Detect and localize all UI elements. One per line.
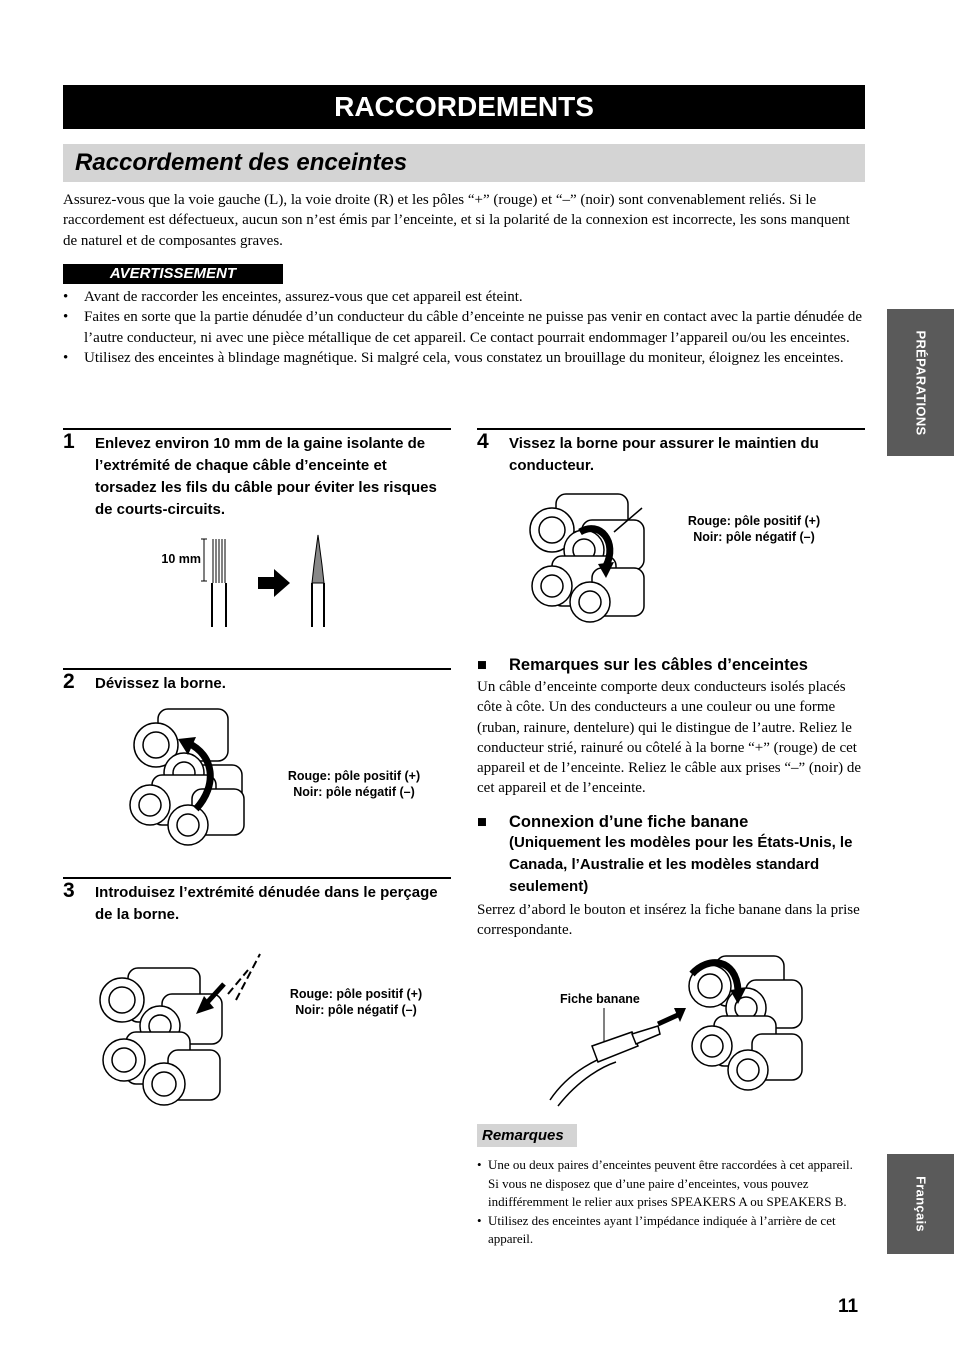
- cables-heading: Remarques sur les câbles d’enceintes: [509, 656, 808, 674]
- terminal-unscrew-figure: [128, 705, 258, 845]
- terminal-insert-figure: [100, 950, 270, 1110]
- side-tab-label: PRÉPARATIONS: [913, 330, 928, 435]
- step-text: Enlevez environ 10 mm de la gaine isolante de l’extrémité de chaque câble d’enceinte et torsadez les fils du câble pour éviter les risques de courts-circuits.: [95, 435, 437, 518]
- list-item: • Avant de raccorder les enceintes, assurez-vous que cet appareil est éteint.: [63, 287, 865, 307]
- banana-plug-label: Fiche banane: [560, 992, 640, 1006]
- list-item: • Faites en sorte que la partie dénudée d’un conducteur du câble d’enceinte ne puisse pas venir en contact avec la partie dénudée de l’autre conducteur, ni avec une pièce métallique de cet appareil. Ce contact pourrait endommager l’appareil ou/ou les enceintes.: [63, 307, 865, 348]
- warning-list: [63, 287, 865, 368]
- warning-label: AVERTISSEMENT: [63, 264, 283, 284]
- list-item: • Une ou deux paires d’enceintes peuvent être raccordées à cet appareil. Si vous ne disposez que d’une paire d’enceintes, vous pouvez indifféremment le relier aux prises SPEAKERS A ou SPEAKERS B.: [477, 1156, 865, 1212]
- divider: [477, 428, 865, 430]
- polarity-caption: [676, 513, 832, 545]
- cable-strip-figure: [200, 535, 340, 630]
- page-title: RACCORDEMENTS: [63, 85, 865, 129]
- caption-line: Noir: pôle négatif (–): [295, 1003, 417, 1017]
- caption-line: Rouge: pôle positif (+): [287, 769, 421, 783]
- length-label: 10 mm: [161, 552, 201, 566]
- intro-paragraph: Assurez-vous que la voie gauche (L), la voie droite (R) et les pôles “+” (rouge) et “–” (noir) sont convenablement reliés. Si le raccordement est défectueux, aucun son n’est émis par l’enceinte, et si la polarité de la connexion est incorrecte, les sons manquent de naturel et de composantes graves.: [63, 192, 850, 249]
- banana-paragraph: Serrez d’abord le bouton et insérez la fiche banane dans la prise correspondante.: [477, 902, 860, 939]
- caption-line: Noir: pôle négatif (–): [293, 785, 415, 799]
- divider: [63, 428, 451, 430]
- section-title: Raccordement des enceintes: [63, 144, 865, 182]
- caption-line: Noir: pôle négatif (–): [693, 530, 815, 544]
- caption-line: Rouge: pôle positif (+): [289, 987, 423, 1001]
- cables-paragraph: Un câble d’enceinte comporte deux conducteurs isolés placés côte à côte. Un des conducteurs a une couleur ou une forme (ruban, rainure, dentelure) qui le distingue de l’autre. Reliez le conducteur strié, rainuré ou côtelé à la borne “+” (rouge) de cet appareil et de l’enceinte. Reliez le câble aux prises “–” (noir) de cet appareil et de l’enceinte.: [477, 679, 861, 797]
- notes-list: [477, 1156, 865, 1249]
- polarity-caption: [280, 986, 432, 1018]
- step-number: 4: [477, 430, 489, 453]
- step-text: Vissez la borne pour assurer le maintien du conducteur.: [509, 435, 819, 474]
- list-item: • Utilisez des enceintes à blindage magnétique. Si malgré cela, vous constatez un brouillage du moniteur, éloignez les enceintes.: [63, 348, 865, 368]
- side-tab-language: [887, 1154, 954, 1254]
- banana-bullet: ■: [477, 813, 487, 831]
- notes-label: Remarques: [477, 1124, 577, 1147]
- polarity-caption: [278, 768, 430, 800]
- banana-plug-figure: [540, 950, 810, 1110]
- step-text: Dévissez la borne.: [95, 675, 226, 692]
- step-number: 3: [63, 879, 75, 902]
- step-number: 2: [63, 670, 75, 693]
- caption-line: Rouge: pôle positif (+): [687, 514, 821, 528]
- divider: [63, 668, 451, 670]
- side-tab-preparations: [887, 309, 954, 456]
- banana-heading: Connexion d’une fiche banane: [509, 813, 749, 831]
- step-number: 1: [63, 430, 75, 453]
- side-tab-label: Français: [913, 1176, 928, 1232]
- step-text: Introduisez l’extrémité dénudée dans le perçage de la borne.: [95, 884, 438, 923]
- divider: [63, 877, 451, 879]
- list-item: • Utilisez des enceintes ayant l’impédance indiquée à l’arrière de cet appareil.: [477, 1212, 865, 1249]
- cables-bullet: ■: [477, 656, 487, 674]
- terminal-tighten-figure: [530, 490, 680, 630]
- banana-subheading: (Uniquement les modèles pour les États-Unis, le Canada, l’Australie et les modèles standard seulement): [509, 834, 853, 895]
- page-number: 11: [838, 1296, 859, 1317]
